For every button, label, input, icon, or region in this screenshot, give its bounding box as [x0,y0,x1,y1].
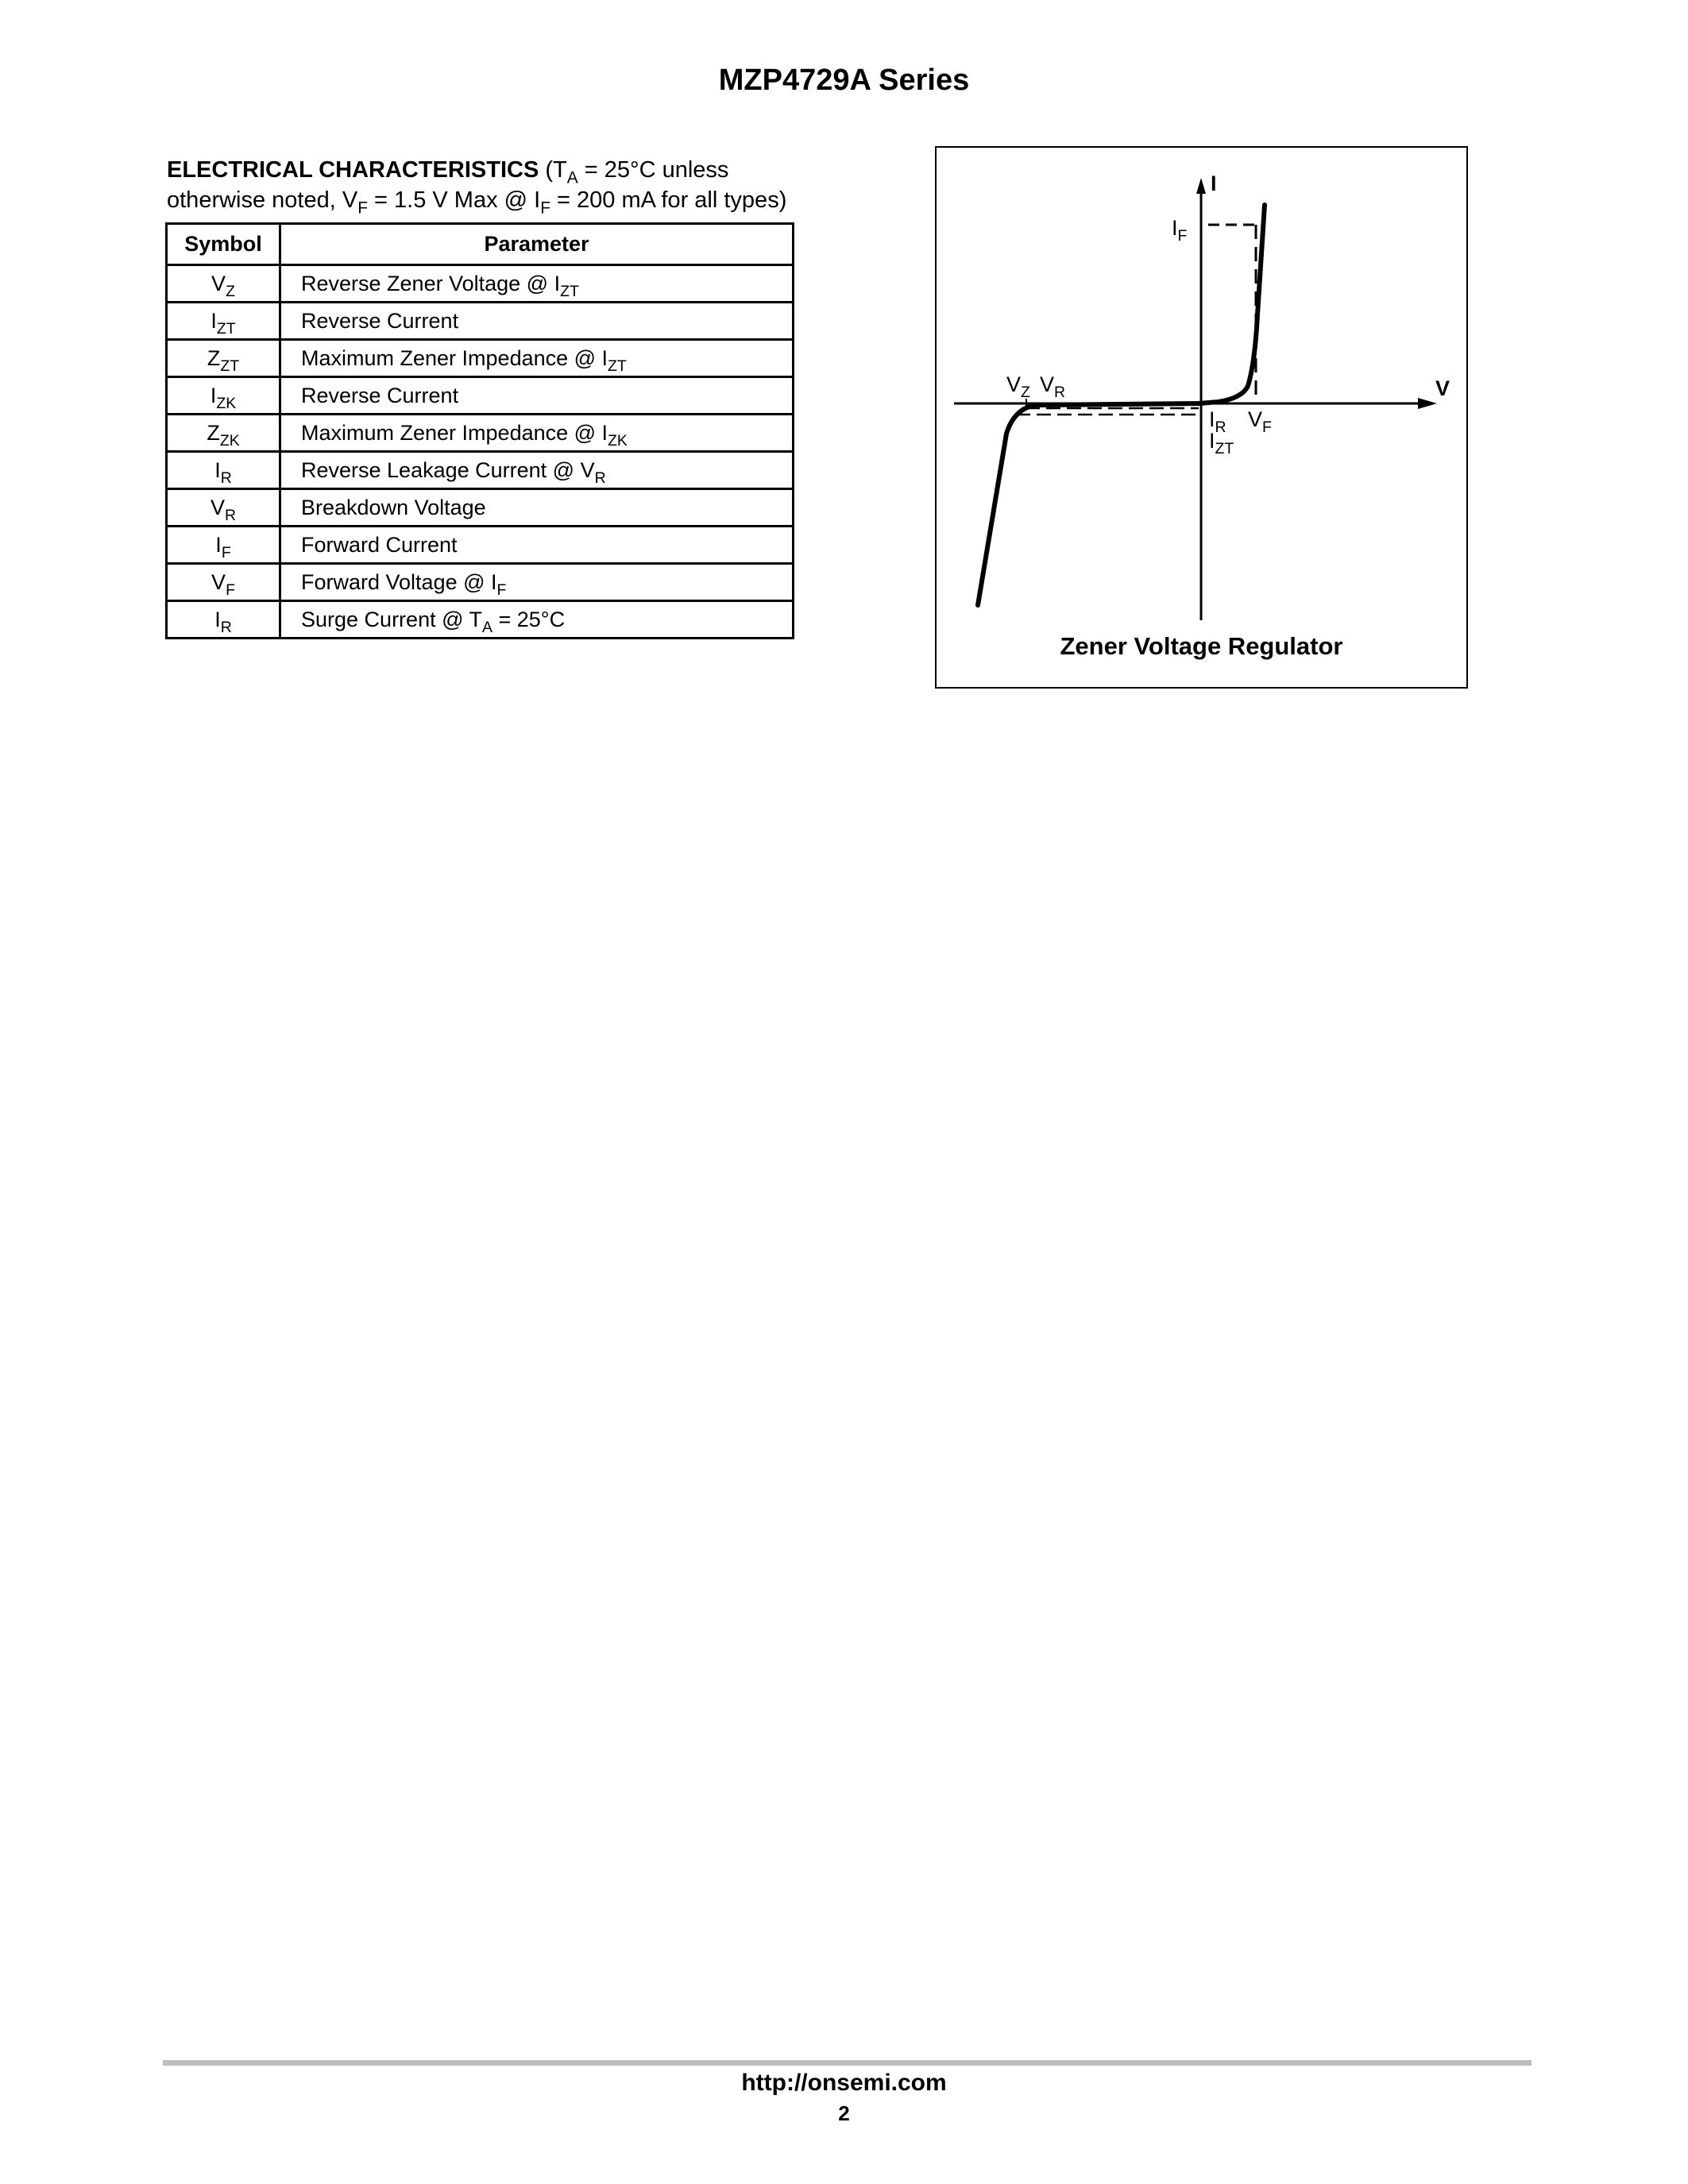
if-label: $I_F$ [1172,216,1188,245]
vf-label: $V_F$ [1248,407,1272,436]
table-row [167,303,794,340]
ec-condition: ($T_A = 25^\circ C$ unless [545,157,729,187]
parameter-cell: Maximum Zener Impedance @ $I_{ZK}$ [280,415,794,452]
table-row [167,452,794,489]
ir-label: $I_R$ [1209,407,1226,436]
symbol-cell: $I_{ZT}$ [167,303,280,340]
symbol-cell: $Z_{ZT}$ [167,340,280,377]
parameter-cell: Forward Current [280,527,794,564]
parameter-cell: Reverse Current [280,303,794,340]
ec-heading-bold: ELECTRICAL CHARACTERISTICS [167,157,539,183]
symbol-cell: $I_{ZK}$ [167,377,280,415]
parameter-cell: Forward Voltage @ $I_F$ [280,564,794,601]
table-row [167,265,794,303]
footer-url[interactable]: http://onsemi.com [741,2070,947,2096]
symbol-cell: $I_R$ [167,452,280,489]
parameter-cell: Reverse Current [280,377,794,415]
parameter-cell: Breakdown Voltage [280,489,794,527]
parameter-cell: Reverse Zener Voltage @ $I_{ZT}$ [280,265,794,303]
table-row [167,415,794,452]
table-row [167,564,794,601]
parameter-cell: Maximum Zener Impedance @ $I_{ZT}$ [280,340,794,377]
table-row [167,489,794,527]
parameter-column-header: Parameter [280,224,794,265]
electrical-characteristics-table [165,222,794,639]
current-axis-arrow [1196,178,1206,194]
iv-curve-graphic [937,148,1470,690]
page-title: MZP4729A Series [718,64,970,97]
parameter-cell: Surge Current @ $T_A = 25^\circ C$ [280,601,794,639]
electrical-characteristics-heading [167,155,802,218]
i-axis-label: I [1211,172,1217,195]
vr-label: $V_R$ [1040,372,1066,401]
table-row [167,377,794,415]
izt-label: $I_{ZT}$ [1209,429,1234,457]
symbol-cell: $V_Z$ [167,265,280,303]
table-row [167,601,794,639]
symbol-cell: $V_F$ [167,564,280,601]
voltage-axis-arrow [1418,398,1437,409]
zener-iv-curve [978,205,1265,605]
table-header-row [167,224,794,265]
parameter-cell: Reverse Leakage Current @ $V_R$ [280,452,794,489]
symbol-cell: $Z_{ZK}$ [167,415,280,452]
symbol-cell: $V_R$ [167,489,280,527]
vz-label: $V_Z$ [1006,372,1030,401]
table-row [167,340,794,377]
v-axis-label: V [1435,376,1450,400]
table-row [167,527,794,564]
symbol-column-header: Symbol [167,224,280,265]
symbol-cell: $I_R$ [167,601,280,639]
page-number: 2 [838,2101,850,2125]
diagram-caption: Zener Voltage Regulator [1060,632,1343,660]
zener-characteristic-diagram [935,146,1468,689]
ec-condition-line2: otherwise noted, $V_F = 1.5$ V Max @ $I_F = 200$ mA for all types) [167,187,787,218]
footer-divider [163,2060,1532,2066]
symbol-cell: $I_F$ [167,527,280,564]
